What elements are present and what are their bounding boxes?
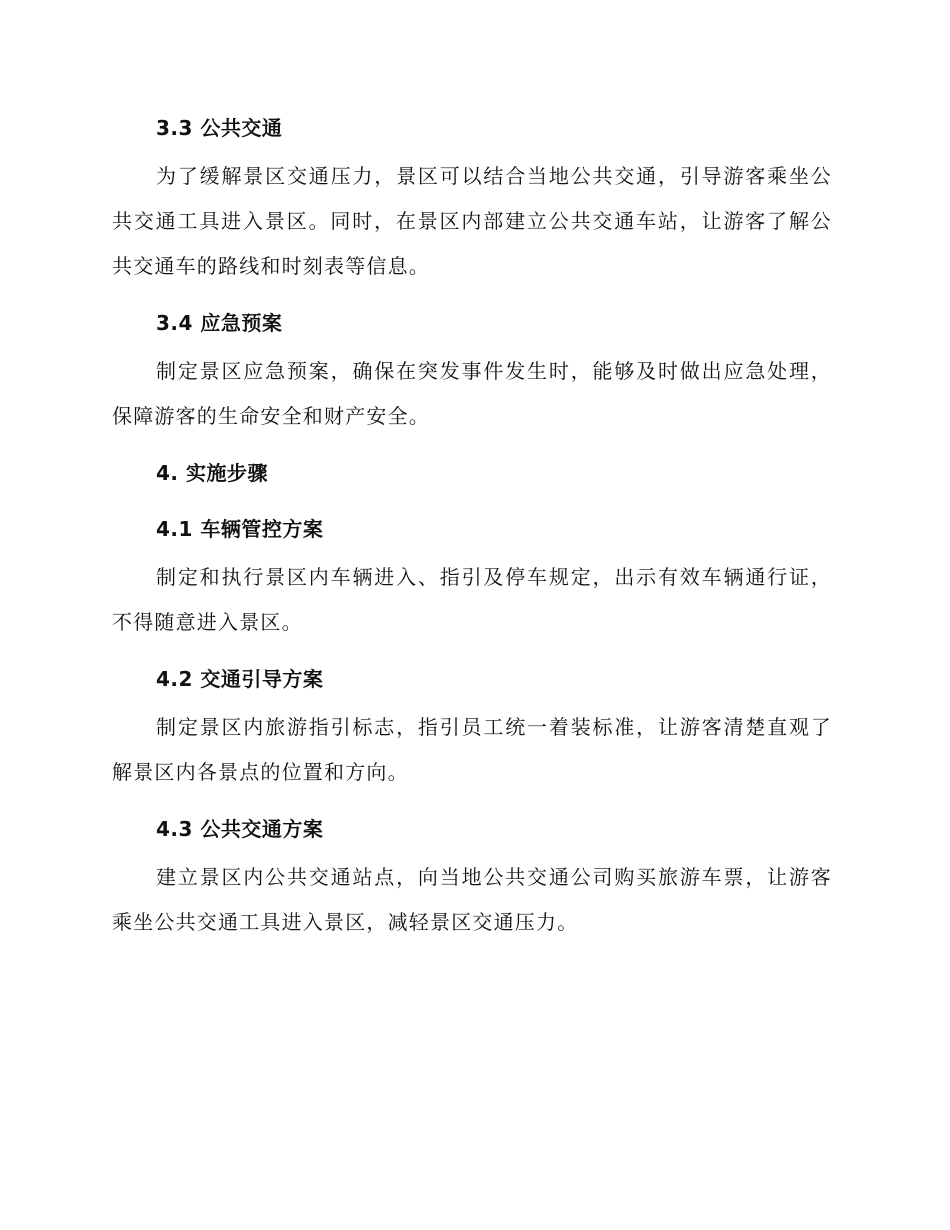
paragraph-4-1: 制定和执行景区内车辆进入、指引及停车规定，出示有效车辆通行证，不得随意进入景区。 (112, 565, 832, 634)
heading-3-3: 3.3 公共交通 (156, 116, 283, 140)
heading-4-1: 4.1 车辆管控方案 (156, 517, 324, 541)
paragraph-4-2: 制定景区内旅游指引标志，指引员工统一着装标准，让游客清楚直观了解景区内各景点的位置和方向。 (112, 715, 832, 784)
paragraph-4-3: 建立景区内公共交通站点，向当地公共交通公司购买旅游车票，让游客乘坐公共交通工具进入景区，减轻景区交通压力。 (112, 865, 832, 934)
paragraph-3-3: 为了缓解景区交通压力，景区可以结合当地公共交通，引导游客乘坐公共交通工具进入景区。同时，在景区内部建立公共交通车站，让游客了解公共交通车的路线和时刻表等信息。 (112, 164, 832, 278)
heading-4: 4. 实施步骤 (156, 461, 268, 485)
paragraph-3-4: 制定景区应急预案，确保在突发事件发生时，能够及时做出应急处理，保障游客的生命安全和财产安全。 (112, 359, 832, 428)
heading-4-2: 4.2 交通引导方案 (156, 667, 324, 691)
heading-3-4: 3.4 应急预案 (156, 311, 283, 335)
document-content (112, 112, 832, 945)
heading-4-3: 4.3 公共交通方案 (156, 817, 324, 841)
